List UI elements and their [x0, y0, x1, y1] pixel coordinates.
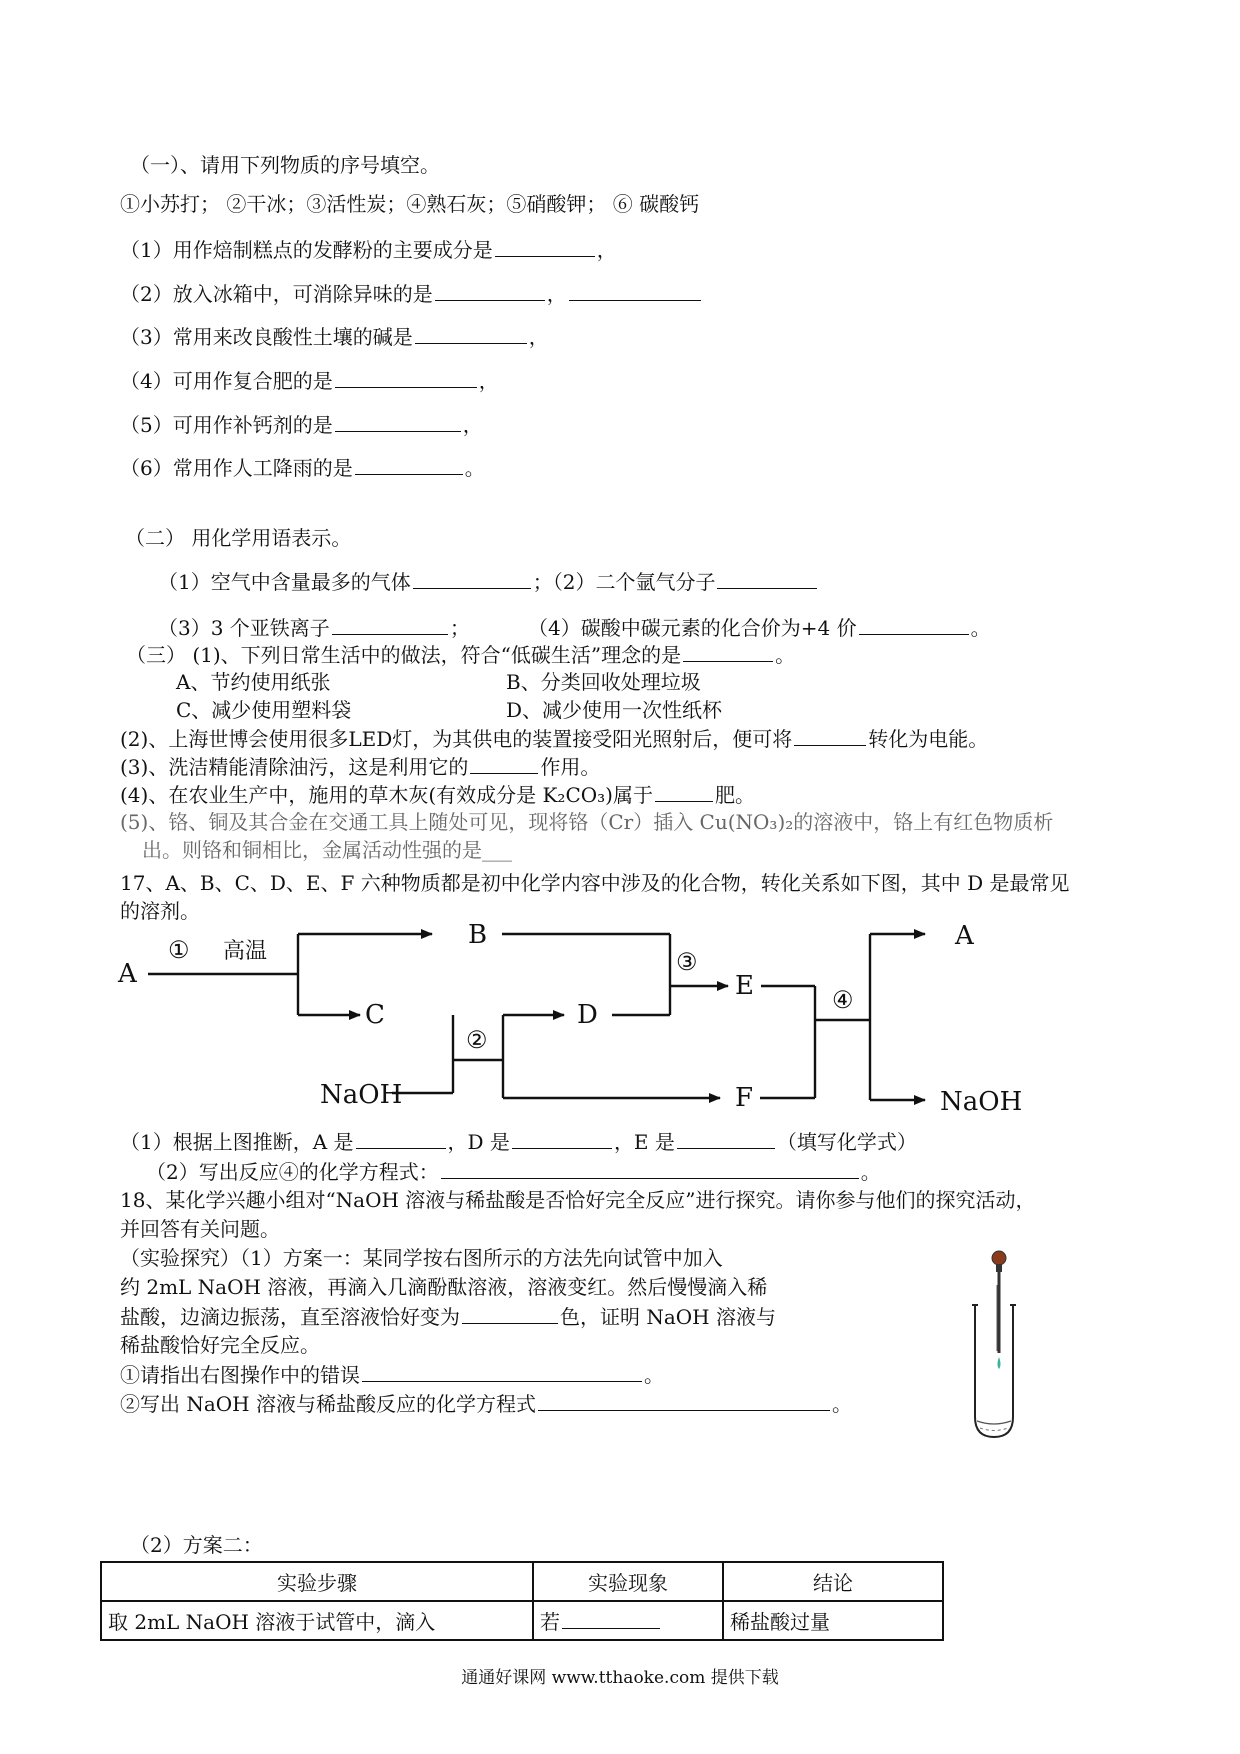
step-2-label: ② — [466, 1026, 488, 1054]
section1-q5: （5）可用作补钙剂的是 ， — [120, 413, 483, 437]
table-cell-observation: 若 — [533, 1601, 723, 1640]
section1-q2: （2）放入冰箱中，可消除异味的是 ， — [120, 280, 703, 307]
section3-option-a: A、节约使用纸张 — [176, 670, 331, 694]
section2-q3: （3）3 个亚铁离子 ； — [158, 616, 470, 640]
node-f: F — [735, 1083, 754, 1113]
answer-blank[interactable] — [538, 1390, 830, 1411]
table-cell-conclusion: 稀盐酸过量 — [723, 1601, 943, 1640]
section3-q2: (2)、上海世博会使用很多LED灯，为其供电的装置接受阳光照射后，便可将 转化为电能。 — [120, 727, 989, 751]
q18-p2: 约 2mL NaOH 溶液，再滴入几滴酚酞溶液，溶液变红。然后慢慢滴入稀 — [120, 1275, 768, 1299]
node-naoh-output: NaOH — [940, 1087, 1023, 1117]
answer-blank[interactable] — [441, 1158, 859, 1179]
section3-q4: (4)、在农业生产中，施用的草木灰(有效成分是 K₂CO₃)属于 肥。 — [120, 783, 755, 807]
q18-p1: （实验探究）（1）方案一：某同学按右图所示的方法先向试管中加入 — [120, 1246, 723, 1270]
node-c: C — [365, 1000, 385, 1030]
test-tube-dropper-illustration — [960, 1245, 1030, 1445]
answer-blank[interactable] — [356, 1128, 446, 1149]
section3-option-c: C、减少使用塑料袋 — [176, 698, 352, 722]
q17-line2: 的溶剂。 — [120, 899, 200, 923]
q18-p6: ②写出 NaOH 溶液与稀盐酸反应的化学方程式 。 — [120, 1392, 852, 1416]
section1-q4: （4）可用作复合肥的是 ， — [120, 369, 499, 393]
page-footer: 通通好课网 www.tthaoke.com 提供下载 — [461, 1668, 779, 1688]
table-header-observation: 实验现象 — [533, 1562, 723, 1601]
section3-q5-line1: (5)、铬、铜及其合金在交通工具上随处可见，现将铬（Cr）插入 Cu(NO₃)₂的溶液中，铬上有红色物质析 — [120, 810, 1054, 834]
answer-blank[interactable] — [562, 1608, 660, 1629]
step-1-label: ① — [168, 936, 190, 964]
section3-q1: （三） (1)、下列日常生活中的做法，符合“低碳生活”理念的是 。 — [126, 643, 796, 667]
q17-answer1: （1）根据上图推断，A 是 ，D 是 ，E 是 （填写化学式） — [120, 1130, 917, 1154]
node-e: E — [735, 971, 754, 1001]
answer-blank[interactable] — [462, 1303, 558, 1324]
node-naoh-input: NaOH — [320, 1080, 403, 1110]
experiment-table — [100, 1561, 944, 1641]
section1-q1: （1）用作焙制糕点的发酵粉的主要成分是 ， — [120, 238, 617, 262]
q18-line2: 并回答有关问题。 — [120, 1217, 280, 1241]
node-a: A — [118, 959, 137, 989]
answer-blank[interactable] — [677, 1128, 775, 1149]
section3-option-d: D、减少使用一次性纸杯 — [506, 698, 723, 722]
test-tube — [975, 1305, 1013, 1437]
answer-blank[interactable] — [362, 1361, 642, 1382]
step-3-label: ③ — [676, 948, 698, 976]
q18-line1: 18、某化学兴趣小组对“NaOH 溶液与稀盐酸是否恰好完全反应”进行探究。请你参与他们的探究活动， — [120, 1188, 1036, 1212]
q18-plan2: （2）方案二： — [130, 1533, 263, 1557]
section3-q5-line2: 出。则铬和铜相比，金属活动性强的是___ — [142, 838, 512, 862]
q18-p4: 稀盐酸恰好完全反应。 — [120, 1333, 320, 1357]
section2-q1: （1）空气中含量最多的气体 ；（2）二个氩气分子 — [158, 568, 819, 595]
section1-options: ①小苏打； ②干冰；③活性炭；④熟石灰；⑤硝酸钾； ⑥ 碳酸钙 — [120, 192, 700, 216]
node-d: D — [577, 1000, 598, 1030]
section2-heading: （二） 用化学用语表示。 — [125, 526, 352, 550]
dropper-bulb — [992, 1251, 1006, 1265]
q17-answer2: （2）写出反应④的化学方程式： 。 — [146, 1160, 881, 1184]
section2-q4: （4）碳酸中碳元素的化合价为+4 价 。 — [528, 616, 991, 640]
section1-q6: （6）常用作人工降雨的是 。 — [120, 456, 485, 480]
section3-option-b: B、分类回收处理垃圾 — [506, 670, 701, 694]
q17-line1: 17、A、B、C、D、E、F 六种物质都是初中化学内容中涉及的化合物，转化关系如下图，其中 D 是最常见 — [120, 871, 1070, 895]
table-header-conclusion: 结论 — [723, 1562, 943, 1601]
dropper-neck — [996, 1264, 1002, 1272]
q18-p3: 盐酸，边滴边振荡，直至溶液恰好变为 色，证明 NaOH 溶液与 — [120, 1305, 776, 1329]
node-b: B — [468, 920, 488, 950]
answer-blank[interactable] — [512, 1128, 612, 1149]
table-header-row — [101, 1562, 943, 1601]
q18-p5: ①请指出右图操作中的错误 。 — [120, 1363, 664, 1387]
liquid-surface — [977, 1421, 1011, 1424]
table-row — [101, 1601, 943, 1640]
table-header-step: 实验步骤 — [101, 1562, 533, 1601]
section3-q3: (3)、洗洁精能清除油污，这是利用它的 作用。 — [120, 755, 601, 779]
step-1-condition: 高温 — [223, 939, 268, 964]
table-cell-step: 取 2mL NaOH 溶液于试管中，滴入 — [101, 1601, 533, 1640]
section1-q3: （3）常用来改良酸性土壤的碱是 ， — [120, 325, 549, 349]
droplet — [998, 1357, 1001, 1369]
section1-heading: （一）、请用下列物质的序号填空。 — [130, 153, 440, 177]
node-a-output: A — [955, 921, 974, 951]
step-4-label: ④ — [832, 986, 854, 1014]
